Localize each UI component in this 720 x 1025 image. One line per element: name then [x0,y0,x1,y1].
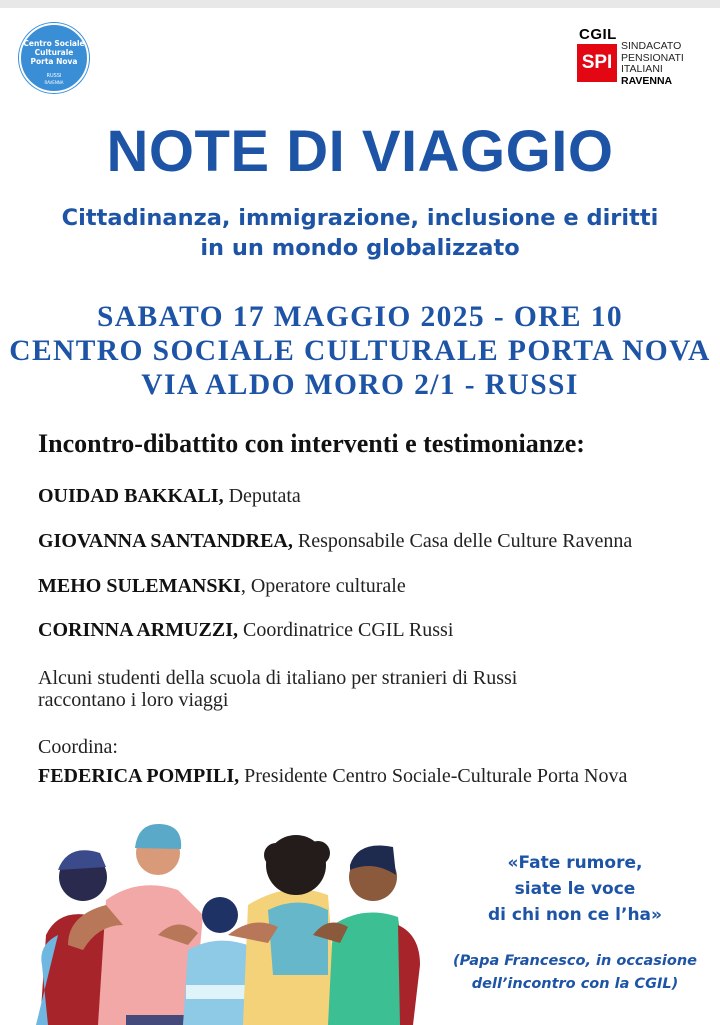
speaker-role: Deputata [223,485,301,507]
logo-left-line1: Centro Sociale [23,39,85,48]
spi-line2: PENSIONATI [621,51,684,64]
event-details [0,300,720,402]
logo-left-line3: Porta Nova [30,57,78,66]
quote-source [440,950,710,996]
coordinator-item [38,765,708,788]
spi-line1: SINDACATO [621,40,682,52]
page-title: NOTE DI VIAGGIO [106,119,614,184]
speaker-item [38,575,708,598]
quote [440,850,710,928]
speaker-role: , Operatore culturale [240,575,406,597]
people-embracing-illustration [28,815,428,1025]
logo-left-line2: Culturale [34,48,74,57]
spi-wordmark: SPI [577,44,617,82]
subtitle-line1: Cittadinanza, immigrazione, inclusione e diritti [61,205,659,231]
logo-left-line5: RAVENNA [44,80,64,85]
students-note-line1: Alcuni studenti della scuola di italiano per stranieri di Russi [38,667,518,689]
speaker-name: OUIDAD BAKKALI, [38,485,224,507]
source-line1: (Papa Francesco, in occasione [452,953,698,969]
speaker-item [38,485,708,508]
speaker-item [38,619,708,642]
speaker-item [38,530,708,553]
program-intro: Incontro-dibattito con interventi e testimonianze: [38,429,585,458]
top-border [0,0,720,8]
source-line2: dell’incontro con la CGIL) [471,976,679,992]
coordinator-label: Coordina: [38,736,118,758]
centro-sociale-logo [19,23,89,93]
event-venue: CENTRO SOCIALE CULTURALE PORTA NOVA [9,335,711,367]
spi-line3: ITALIANI [621,63,663,75]
logo-left-line4: RUSSI [46,73,62,79]
cgil-wordmark: CGIL [579,26,617,43]
speaker-name: CORINNA ARMUZZI, [38,619,239,641]
subtitle [0,203,720,263]
students-note-line2: raccontano i loro viaggi [38,689,229,711]
spi-line4: RAVENNA [621,74,673,87]
subtitle-line2: in un mondo globalizzato [200,235,520,261]
event-date: SABATO 17 MAGGIO 2025 - ORE 10 [96,301,624,333]
quote-line3: di chi non ce l’ha» [487,905,662,925]
speaker-role: Responsabile Casa delle Culture Ravenna [292,530,633,552]
coordinator-name: FEDERICA POMPILI, [38,765,240,787]
spi-org-name [621,41,684,87]
cgil-spi-logo [577,26,702,87]
speaker-name: GIOVANNA SANTANDREA, [38,530,293,552]
quote-line1: «Fate rumore, [507,853,643,873]
quote-line2: siate le voce [514,879,636,899]
event-address: VIA ALDO MORO 2/1 - RUSSI [141,369,579,401]
students-note [38,667,678,711]
speaker-name: MEHO SULEMANSKI [38,575,241,597]
coordinator-role: Presidente Centro Sociale-Culturale Porta Nova [239,765,628,787]
speaker-role: Coordinatrice CGIL Russi [238,619,454,641]
